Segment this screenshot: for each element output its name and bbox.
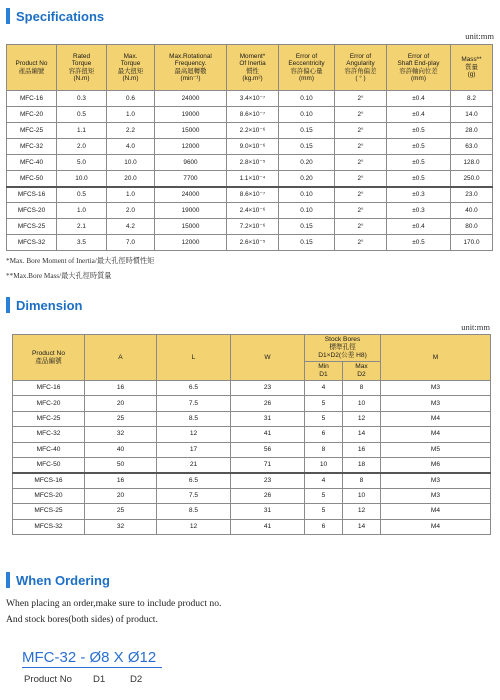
table-cell: 7.5 (157, 488, 231, 503)
table-cell: 0.20 (279, 155, 335, 171)
table-cell: 7.5 (157, 396, 231, 411)
table-cell: 1.1 (57, 123, 107, 139)
table-cell: 2° (335, 219, 387, 235)
table-cell: 250.0 (451, 171, 493, 187)
header-max-rotational-frequency: Max.Rotational Frequency. 最高迴轉數 (min⁻¹) (155, 45, 227, 91)
ordering-heading (6, 570, 110, 590)
table-cell: 12 (343, 411, 381, 426)
table-cell: 71 (231, 457, 305, 472)
table-cell: 10 (343, 488, 381, 503)
table-cell: MFCS-25 (13, 504, 85, 519)
table-cell: ±0.3 (387, 203, 451, 219)
table-row (13, 411, 491, 426)
table-cell: 12 (157, 519, 231, 534)
table-cell: M3 (381, 473, 491, 488)
table-cell: 19000 (155, 203, 227, 219)
table-cell: 10 (305, 457, 343, 472)
table-cell: 1.0 (107, 187, 155, 203)
table-cell: ±0.5 (387, 235, 451, 251)
header-max-torque: Max. Torque 最大扭矩 (N.m) (107, 45, 155, 91)
table-row (7, 187, 493, 203)
label-product-no: Product No (24, 674, 72, 685)
table-cell: 7.2×10⁻⁶ (227, 219, 279, 235)
table-cell: 16 (343, 442, 381, 457)
table-cell: M4 (381, 427, 491, 442)
table-cell: 0.10 (279, 91, 335, 107)
table-cell: 15000 (155, 219, 227, 235)
table-cell: 41 (231, 427, 305, 442)
table-cell: MFC-32 (13, 427, 85, 442)
table-cell: 0.10 (279, 187, 335, 203)
table-cell: 20 (85, 488, 157, 503)
table-cell: 1.0 (57, 203, 107, 219)
table-cell: 2.0 (107, 203, 155, 219)
section-marker (6, 8, 10, 24)
table-cell: MFC-50 (7, 171, 57, 187)
table-cell: MFCS-20 (7, 203, 57, 219)
table-cell: 0.15 (279, 123, 335, 139)
table-cell: M4 (381, 519, 491, 534)
table-cell: MFC-16 (7, 91, 57, 107)
table-cell: 0.15 (279, 139, 335, 155)
table-cell: ±0.4 (387, 91, 451, 107)
table-cell: 20.0 (107, 171, 155, 187)
table-cell: 128.0 (451, 155, 493, 171)
table-row (7, 203, 493, 219)
ordering-instruction-1: When placing an order,make sure to include product no. (6, 598, 222, 609)
table-row (13, 442, 491, 457)
table-cell: 7.0 (107, 235, 155, 251)
table-cell: 2.8×10⁻⁵ (227, 155, 279, 171)
table-cell: 10.0 (57, 171, 107, 187)
table-cell: M3 (381, 396, 491, 411)
table-cell: 0.3 (57, 91, 107, 107)
table-cell: 31 (231, 411, 305, 426)
table-cell: MFC-32 (7, 139, 57, 155)
table-cell: 2.6×10⁻⁵ (227, 235, 279, 251)
table-cell: 2° (335, 91, 387, 107)
table-cell: 6 (305, 427, 343, 442)
header-mass: Mass** 質量 (g) (451, 45, 493, 91)
order-example-underline (22, 667, 162, 668)
header-product-no: Product No 產品編號 (13, 335, 85, 381)
table-cell: MFCS-32 (7, 235, 57, 251)
table-cell: 26 (231, 488, 305, 503)
table-cell: 0.5 (57, 187, 107, 203)
table-cell: 80.0 (451, 219, 493, 235)
table-cell: 3.5 (57, 235, 107, 251)
table-cell: 19000 (155, 107, 227, 123)
table-cell: 2° (335, 107, 387, 123)
table-cell: 2.4×10⁻⁶ (227, 203, 279, 219)
table-row (13, 427, 491, 442)
header-a: A (85, 335, 157, 381)
table-row (7, 139, 493, 155)
dimension-unit: unit:mm (461, 322, 490, 332)
table-cell: 0.15 (279, 235, 335, 251)
table-row (13, 504, 491, 519)
inertia-note: *Max. Bore Moment of Inertia/最大孔徑時慣性矩 (6, 257, 155, 265)
header-m: M (381, 335, 491, 381)
table-cell: 23 (231, 473, 305, 488)
table-cell: 2° (335, 139, 387, 155)
table-cell: 8.6×10⁻⁷ (227, 107, 279, 123)
table-cell: 21 (157, 457, 231, 472)
table-cell: 12 (343, 504, 381, 519)
table-cell: 8.5 (157, 411, 231, 426)
table-cell: 26 (231, 396, 305, 411)
table-cell: 24000 (155, 187, 227, 203)
table-cell: 2° (335, 187, 387, 203)
table-cell: MFC-40 (13, 442, 85, 457)
header-w: W (231, 335, 305, 381)
header-max-d2: Max D2 (343, 362, 381, 381)
ordering-title: When Ordering (16, 572, 110, 588)
header-min-d1: Min D1 (305, 362, 343, 381)
table-cell: 10 (343, 396, 381, 411)
table-cell: 5 (305, 504, 343, 519)
table-cell: 40 (85, 442, 157, 457)
table-cell: 6.5 (157, 381, 231, 396)
label-d1: D1 (93, 674, 106, 685)
table-cell: 14.0 (451, 107, 493, 123)
table-cell: 28.0 (451, 123, 493, 139)
table-cell: M6 (381, 457, 491, 472)
table-cell: 10.0 (107, 155, 155, 171)
order-example: MFC-32 - Ø8 X Ø12 (22, 649, 157, 666)
table-cell: 8 (343, 381, 381, 396)
header-error-shaft-end-play: Error of Shaft End-play 容許軸向位差 (mm) (387, 45, 451, 91)
table-cell: 25 (85, 504, 157, 519)
table-cell: MFC-50 (13, 457, 85, 472)
table-cell: 23 (231, 381, 305, 396)
specifications-title: Specifications (16, 8, 105, 24)
table-cell: 12000 (155, 235, 227, 251)
table-row (13, 519, 491, 534)
table-cell: MFC-20 (13, 396, 85, 411)
table-row (7, 107, 493, 123)
table-cell: 0.5 (57, 107, 107, 123)
mass-note: **Max.Bore Mass/最大孔徑時質量 (6, 272, 112, 280)
table-cell: 8.5 (157, 504, 231, 519)
table-cell: 14 (343, 427, 381, 442)
table-cell: 0.15 (279, 219, 335, 235)
table-cell: 9600 (155, 155, 227, 171)
table-cell: 8.2 (451, 91, 493, 107)
table-row (7, 123, 493, 139)
table-cell: 56 (231, 442, 305, 457)
table-cell: 50 (85, 457, 157, 472)
table-row (7, 155, 493, 171)
table-cell: 2° (335, 203, 387, 219)
table-cell: 2° (335, 171, 387, 187)
table-cell: MFC-40 (7, 155, 57, 171)
table-cell: 2.1 (57, 219, 107, 235)
table-cell: M4 (381, 411, 491, 426)
table-cell: M5 (381, 442, 491, 457)
table-cell: 41 (231, 519, 305, 534)
table-cell: 31 (231, 504, 305, 519)
table-cell: ±0.5 (387, 155, 451, 171)
header-stock-bores: Stock Bores 標準孔徑 D1×D2(公差 H8) (305, 335, 381, 362)
table-cell: 0.10 (279, 203, 335, 219)
dimension-table (12, 334, 491, 535)
table-cell: 12 (157, 427, 231, 442)
table-cell: 7700 (155, 171, 227, 187)
specifications-table (6, 44, 493, 251)
table-cell: 4 (305, 381, 343, 396)
header-moment-of-inertia: Moment* Of Inertia 慣性 (kg.m²) (227, 45, 279, 91)
table-row (13, 381, 491, 396)
table-cell: 5 (305, 396, 343, 411)
header-rated-torque: Rated Torque 容許扭矩 (N.m) (57, 45, 107, 91)
table-row (7, 91, 493, 107)
table-cell: 2° (335, 155, 387, 171)
table-cell: 0.20 (279, 171, 335, 187)
table-cell: 8 (305, 442, 343, 457)
header-error-eccentricity: Error of Eeccentricity 容許偏心量 (mm) (279, 45, 335, 91)
table-row (7, 219, 493, 235)
table-row (7, 235, 493, 251)
table-cell: ±0.3 (387, 187, 451, 203)
dimension-heading (6, 295, 82, 315)
table-cell: 4.2 (107, 219, 155, 235)
section-marker (6, 297, 10, 313)
table-cell: 0.10 (279, 107, 335, 123)
table-cell: 15000 (155, 123, 227, 139)
table-cell: 170.0 (451, 235, 493, 251)
table-cell: 2.0 (57, 139, 107, 155)
table-row (13, 396, 491, 411)
table-cell: MFCS-20 (13, 488, 85, 503)
table-cell: 40.0 (451, 203, 493, 219)
table-cell: 17 (157, 442, 231, 457)
table-cell: MFC-20 (7, 107, 57, 123)
table-cell: MFC-25 (13, 411, 85, 426)
table-cell: MFCS-16 (13, 473, 85, 488)
table-cell: MFCS-25 (7, 219, 57, 235)
table-cell: MFCS-16 (7, 187, 57, 203)
table-cell: 3.4×10⁻⁷ (227, 91, 279, 107)
specifications-unit: unit:mm (465, 31, 494, 41)
table-cell: 18 (343, 457, 381, 472)
table-cell: 6.5 (157, 473, 231, 488)
table-cell: ±0.4 (387, 107, 451, 123)
table-cell: 1.0 (107, 107, 155, 123)
dimension-title: Dimension (16, 297, 83, 313)
table-cell: 16 (85, 381, 157, 396)
section-marker (6, 572, 10, 588)
table-cell: M3 (381, 381, 491, 396)
table-cell: 1.1×10⁻⁴ (227, 171, 279, 187)
table-cell: MFCS-32 (13, 519, 85, 534)
table-cell: MFC-25 (7, 123, 57, 139)
table-cell: 4 (305, 473, 343, 488)
table-cell: MFC-16 (13, 381, 85, 396)
header-product-no: Product No 產品編號 (7, 45, 57, 91)
table-cell: 32 (85, 519, 157, 534)
table-cell: 8 (343, 473, 381, 488)
table-cell: 32 (85, 427, 157, 442)
specifications-heading (6, 6, 104, 26)
table-cell: 2° (335, 235, 387, 251)
table-row (13, 473, 491, 488)
table-cell: 2.2 (107, 123, 155, 139)
table-cell: 9.0×10⁻⁶ (227, 139, 279, 155)
header-error-angularity: Error of Angularity 容許角偏差 ( ° ) (335, 45, 387, 91)
table-cell: 23.0 (451, 187, 493, 203)
table-cell: 5 (305, 488, 343, 503)
table-cell: 25 (85, 411, 157, 426)
table-cell: 8.6×10⁻⁷ (227, 187, 279, 203)
label-d2: D2 (130, 674, 143, 685)
ordering-instruction-2: And stock bores(both sides) of product. (6, 614, 158, 625)
table-cell: M4 (381, 504, 491, 519)
table-cell: 5.0 (57, 155, 107, 171)
table-cell: 12000 (155, 139, 227, 155)
table-cell: 24000 (155, 91, 227, 107)
table-row (13, 457, 491, 472)
table-cell: 0.6 (107, 91, 155, 107)
table-row (7, 171, 493, 187)
table-cell: 16 (85, 473, 157, 488)
table-cell: M3 (381, 488, 491, 503)
table-cell: ±0.5 (387, 123, 451, 139)
table-cell: ±0.5 (387, 139, 451, 155)
table-cell: 20 (85, 396, 157, 411)
table-cell: 14 (343, 519, 381, 534)
table-cell: 2° (335, 123, 387, 139)
table-cell: ±0.5 (387, 171, 451, 187)
table-row (13, 488, 491, 503)
table-cell: 5 (305, 411, 343, 426)
table-cell: 63.0 (451, 139, 493, 155)
table-cell: 2.2×10⁻⁶ (227, 123, 279, 139)
table-cell: 4.0 (107, 139, 155, 155)
header-l: L (157, 335, 231, 381)
table-cell: 6 (305, 519, 343, 534)
table-cell: ±0.4 (387, 219, 451, 235)
